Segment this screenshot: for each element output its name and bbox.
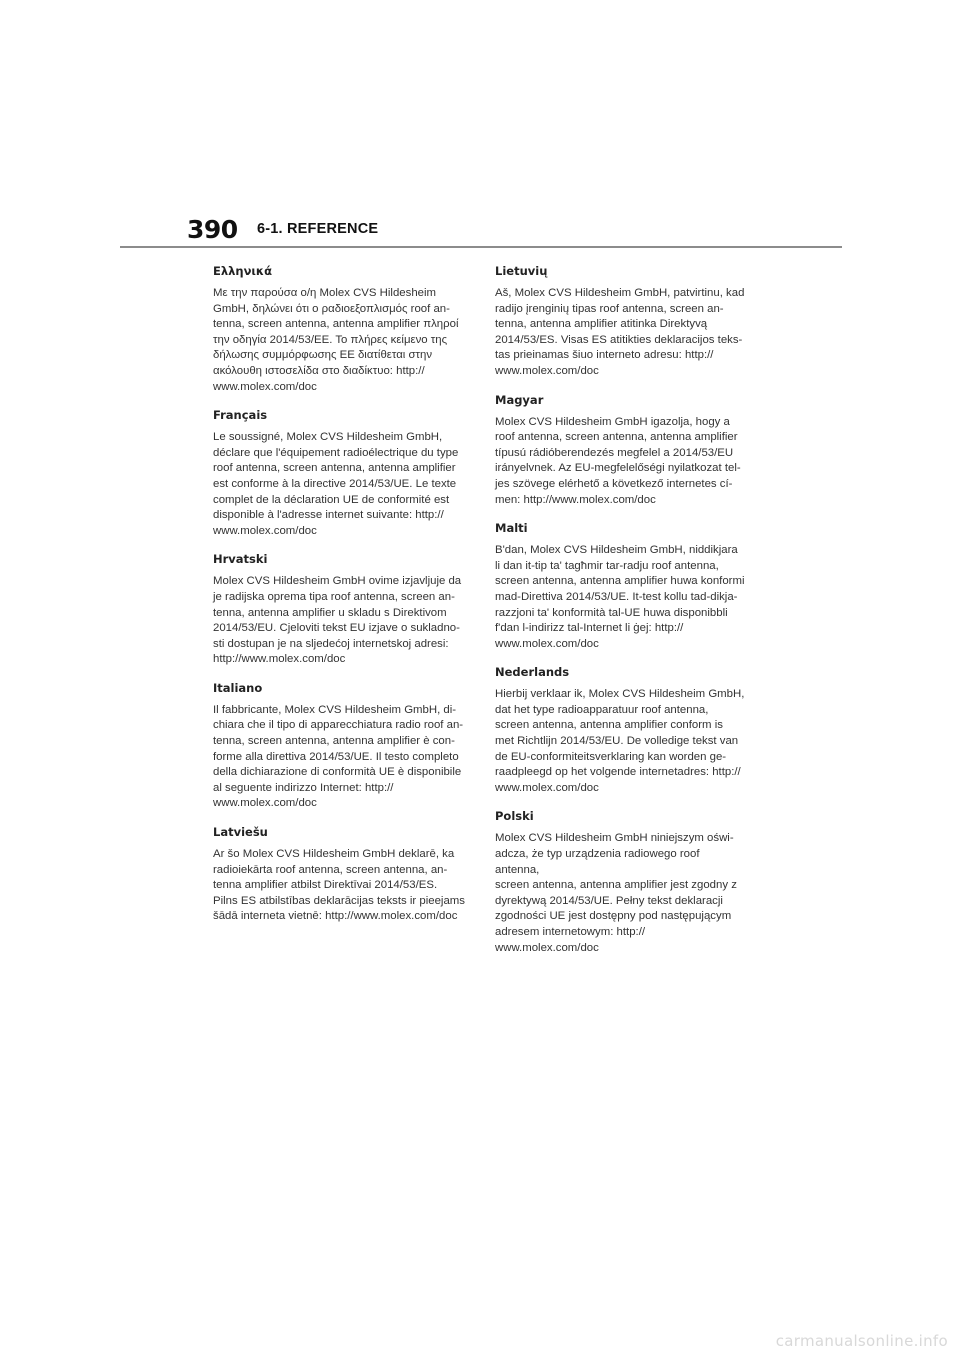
left-column xyxy=(213,264,465,938)
language-section-latvian xyxy=(213,825,465,925)
declaration-text: Molex CVS Hildesheim GmbH ovime izjavljuje da je radijska oprema tipa roof antenna, screen an- tenna, antenna amplifier u skladu s Direktivom 2014/53/EU. Cjeloviti tekst EU izjave o sukladno- sti dostupan je na sljedećoj internetskoj adresi: http://www.molex.com/doc xyxy=(213,575,462,666)
language-section-maltese xyxy=(495,521,747,652)
declaration-text: Hierbij verklaar ik, Molex CVS Hildesheim GmbH, dat het type radioapparatuur roof antenna, screen antenna, antenna amplifier conform is met Richtlijn 2014/53/EU. De volledige tekst van de EU-conformiteitsverklaring kan worden ge- raadpleegd op het volgende internetadres: http:// www.molex.com/doc xyxy=(495,688,745,794)
language-section-french xyxy=(213,408,465,539)
page-number: 390 xyxy=(187,214,238,244)
language-section-lithuanian xyxy=(495,264,747,380)
language-heading: Ελληνικά xyxy=(213,264,272,278)
site-watermark: carmanualsonline.info xyxy=(775,1332,948,1350)
language-heading: Italiano xyxy=(213,680,263,695)
language-section-italian xyxy=(213,681,465,812)
declaration-text: B'dan, Molex CVS Hildesheim GmbH, niddikjara li dan it-tip ta' tagħmir tar-radju roof antenna, screen antenna, antenna amplifier huwa konformi mad-Direttiva 2014/53/UE. It-test kollu tad-dikja- razzjoni ta' konformità tal-UE huwa disponibbli f'dan l-indirizz tal-Internet li ġej: http:// www.molex.com/doc xyxy=(495,544,745,650)
language-section-hungarian xyxy=(495,393,747,509)
declaration-text: Le soussigné, Molex CVS Hildesheim GmbH, déclare que l'équipement radioélectrique du type roof antenna, screen antenna, antenna amplifier est conforme à la directive 2014/53/UE. Le texte complet de la déclaration UE de conformité est disponible à l'adresse internet suivante: http:// www.molex.com/doc xyxy=(213,431,459,537)
language-section-croatian xyxy=(213,552,465,668)
language-heading: Malti xyxy=(495,521,528,536)
declaration-text: Molex CVS Hildesheim GmbH niniejszym oświ- adcza, że typ urządzenia radiowego roof antenna, screen antenna, antenna amplifier jest zgodny z dyrektywą 2014/53/UE. Pełny tekst deklaracji zgodności UE jest dostępny pod następującym adresem internetowym: http:// www.molex.com/doc xyxy=(495,832,737,954)
language-heading: Hrvatski xyxy=(213,552,268,567)
section-title: 6-1. REFERENCE xyxy=(257,221,379,237)
language-section-polish xyxy=(495,809,747,956)
declaration-text: Με την παρούσα ο/η Molex CVS Hildesheim GmbH, δηλώνει ότι ο ραδιοεξοπλισμός roof an- tenna, screen antenna, antenna amplifier πληροί την οδηγία 2014/53/ΕΕ. Το πλήρες κείμενο της δήλωσης συμμόρφωσης ΕΕ διατίθεται στην ακόλουθη ιστοσελίδα στο διαδίκτυο: http:// www.molex.com/doc xyxy=(213,287,459,393)
language-section-greek xyxy=(213,264,465,395)
declaration-text: Aš, Molex CVS Hildesheim GmbH, patvirtinu, kad radijo įrenginių tipas roof antenna, screen an- tenna, antenna amplifier atitinka Direktyvą 2014/53/ES. Visas ES atitikties deklaracijos teks- tas prieinamas šiuo interneto adresu: http:// www.molex.com/doc xyxy=(495,287,745,377)
header-divider xyxy=(120,246,842,248)
language-section-dutch xyxy=(495,665,747,796)
language-heading: Lietuvių xyxy=(495,264,548,278)
language-heading: Polski xyxy=(495,809,534,824)
declaration-text: Il fabbricante, Molex CVS Hildesheim GmbH, di- chiara che il tipo di apparecchiatura radio roof an- tenna, screen antenna, antenna amplifier è con- forme alla direttiva 2014/53/UE. Il testo completo della dichiarazione di conformità UE è disponibile al seguente indirizzo Internet: http:// www.molex.com/doc xyxy=(213,703,464,810)
language-heading: Nederlands xyxy=(495,665,570,680)
page-header xyxy=(187,212,378,246)
language-heading: Français xyxy=(213,408,268,423)
language-heading: Magyar xyxy=(495,392,544,407)
language-heading: Latviešu xyxy=(213,825,268,840)
declaration-text: Ar šo Molex CVS Hildesheim GmbH deklarē, ka radioiekārta roof antenna, screen antenna, an- tenna amplifier atbilst Direktīvai 2014/53/ES. Pilns ES atbilstības deklarācijas teksts ir pieejams šādā interneta vietnē: http://www.molex.com/doc xyxy=(213,848,465,923)
declaration-text: Molex CVS Hildesheim GmbH igazolja, hogy a roof antenna, screen antenna, antenna amplifier típusú rádióberendezés megfelel a 2014/53/EU irányelvnek. Az EU-megfelelőségi nyilatkozat tel- jes szövege elérhető a következő internetes cí- men: http://www.molex.com/doc xyxy=(495,415,741,506)
right-column xyxy=(495,264,747,969)
